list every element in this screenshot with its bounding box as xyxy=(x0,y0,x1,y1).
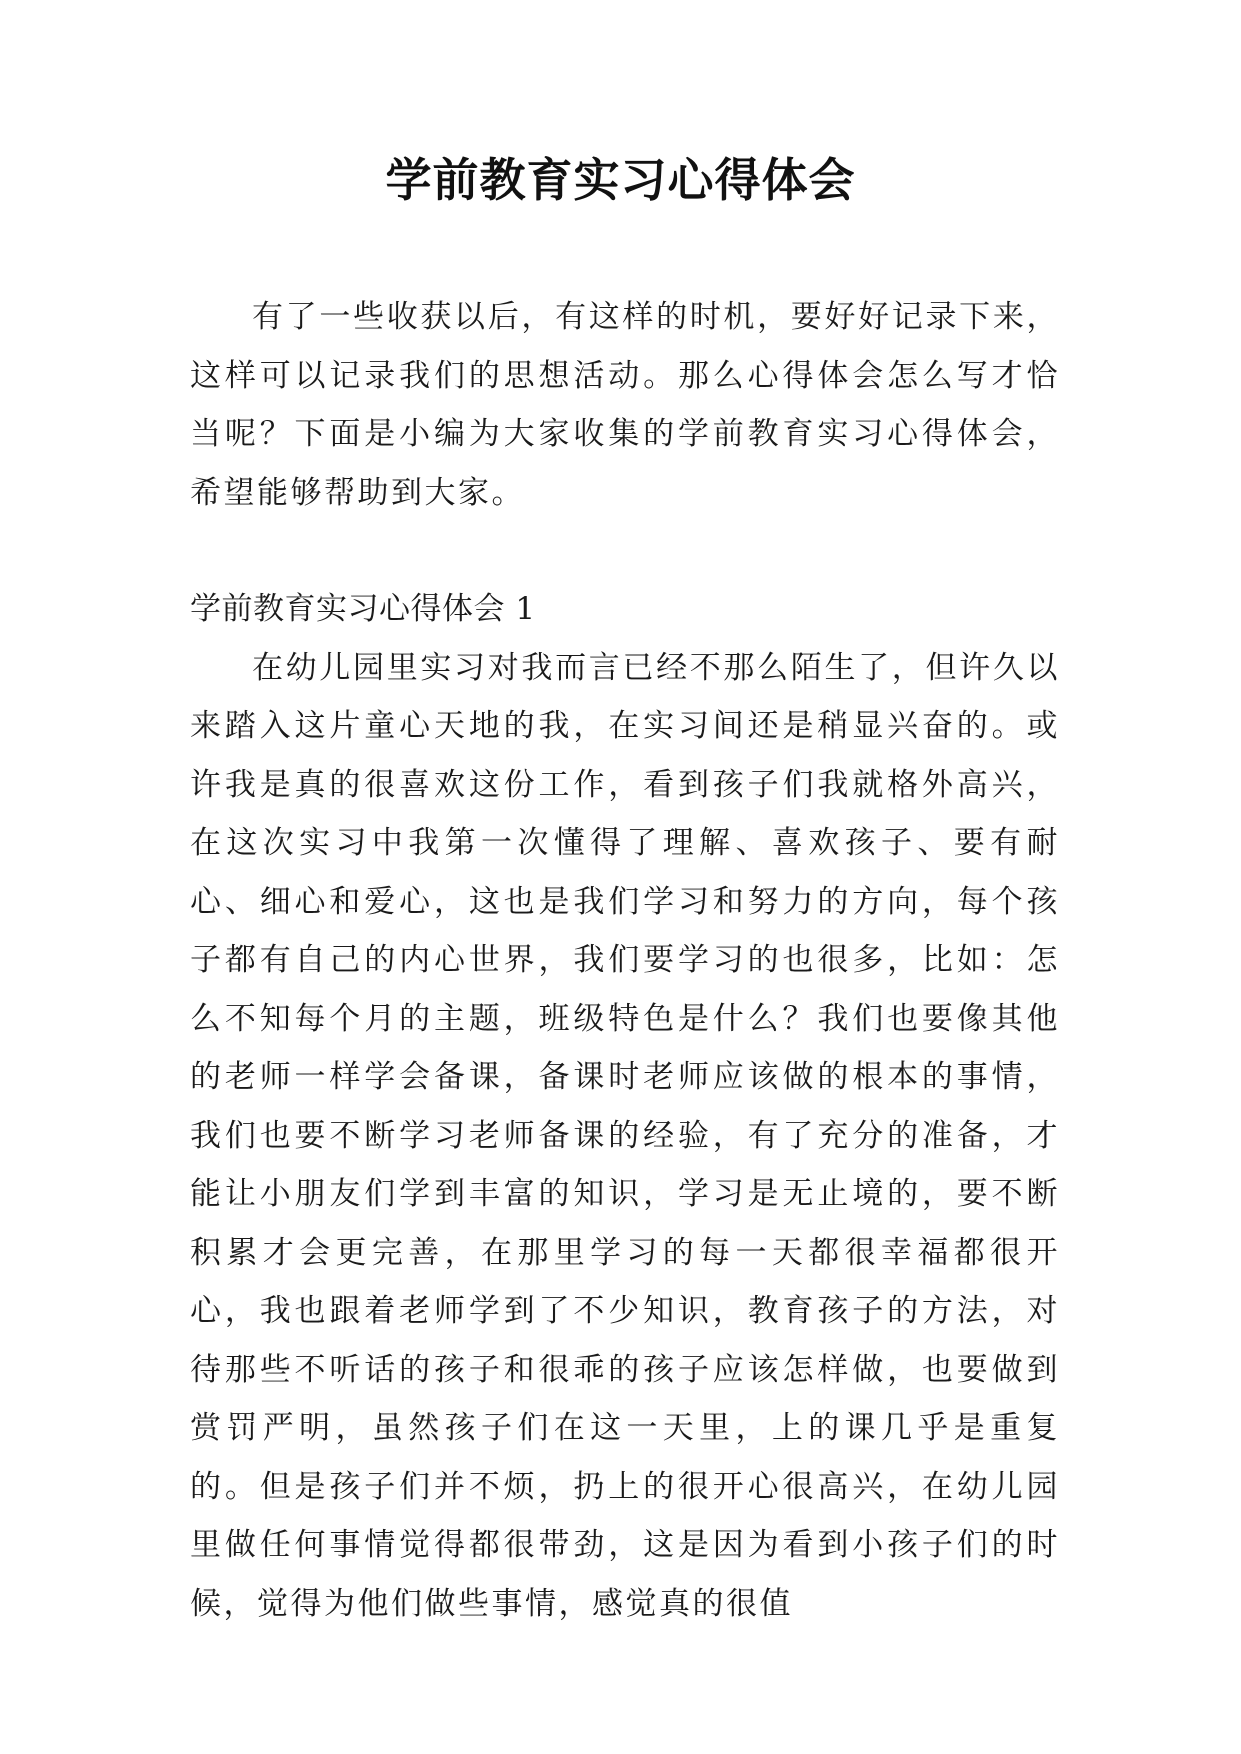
section-paragraph: 在幼儿园里实习对我而言已经不那么陌生了，但许久以来踏入这片童心天地的我，在实习间还是稍显兴奋的。或许我是真的很喜欢这份工作，看到孩子们我就格外高兴，在这次实习中我第一次懂得了理解、喜欢孩子、要有耐心、细心和爱心，这也是我们学习和努力的方向，每个孩子都有自己的内心世界，我们要学习的也很多，比如：怎么不知每个月的主题，班级特色是什么？我们也要像其他的老师一样学会备课，备课时老师应该做的根本的事情，我们也要不断学习老师备课的经验，有了充分的准备，才能让小朋友们学到丰富的知识，学习是无止境的，要不断积累才会更完善，在那里学习的每一天都很幸福都很开心，我也跟着老师学到了不少知识，教育孩子的方法，对待那些不听话的孩子和很乖的孩子应该怎样做，也要做到赏罚严明，虽然孩子们在这一天里，上的课几乎是重复的。但是孩子们并不烦，扔上的很开心很高兴，在幼儿园里做任何事情觉得都很带劲，这是因为看到小孩子们的时候，觉得为他们做些事情，感觉真的很值 xyxy=(190,649,1060,1622)
document-body xyxy=(190,288,1060,1633)
section-heading: 学前教育实习心得体会 1 xyxy=(190,591,536,627)
intro-paragraph: 有了一些收获以后，有这样的时机，要好好记录下来，这样可以记录我们的思想活动。那么心得体会怎么写才恰当呢？下面是小编为大家收集的学前教育实习心得体会，希望能够帮助到大家。 xyxy=(190,299,1060,511)
section-1 xyxy=(190,580,1060,1633)
document-title: 学前教育实习心得体会 xyxy=(385,153,856,207)
